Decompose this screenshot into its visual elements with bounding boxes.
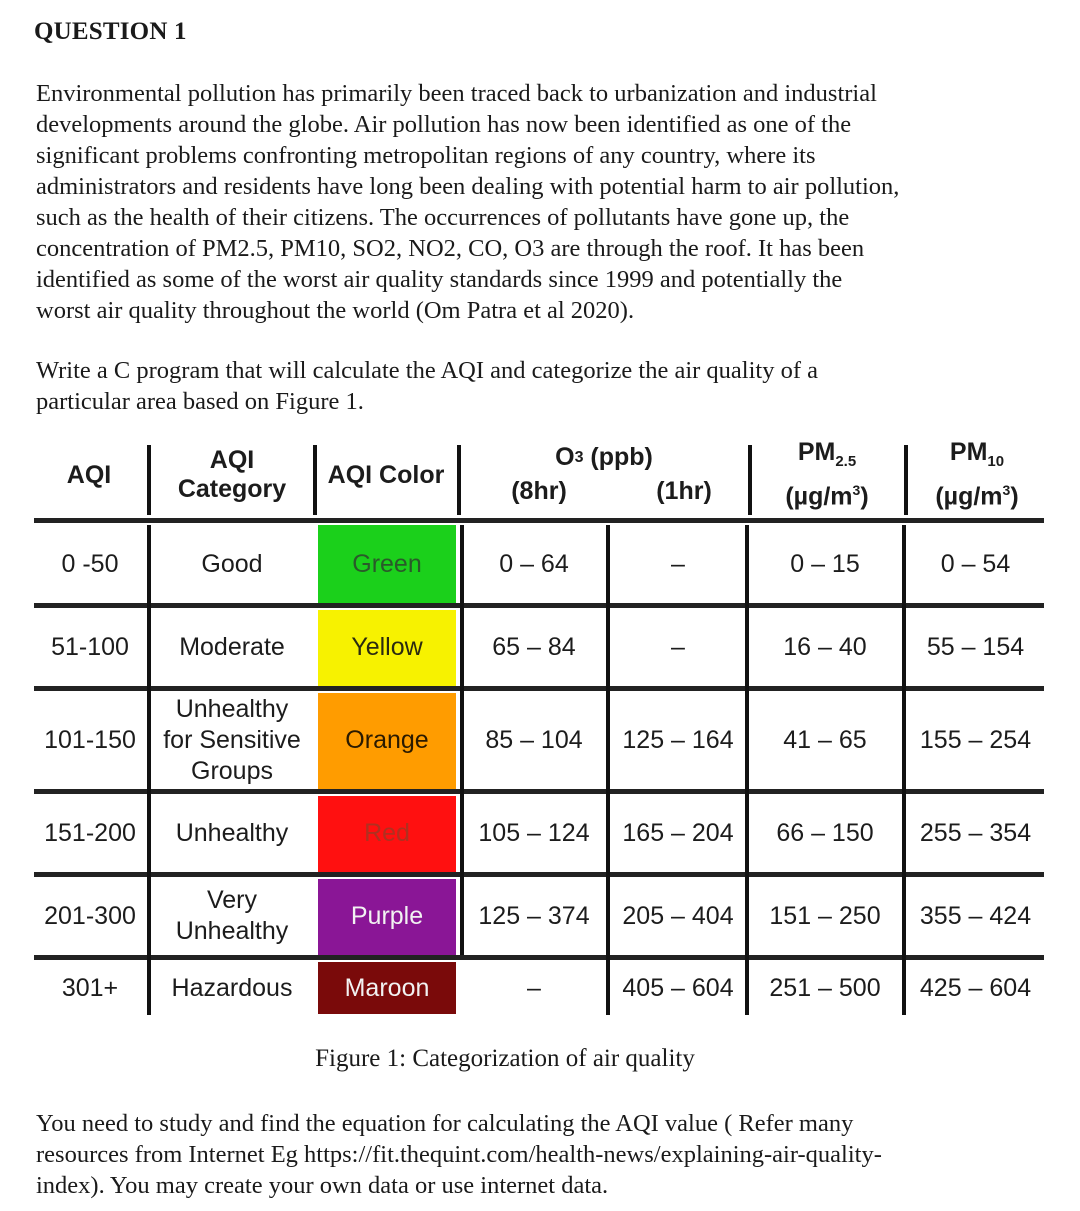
cell-pm10: 255 – 354 bbox=[919, 819, 1032, 847]
table-divider bbox=[606, 525, 610, 1015]
o3-unit: (ppb) bbox=[583, 442, 653, 471]
cell-o3-1hr: – bbox=[671, 550, 685, 578]
cell-pm25: 16 – 40 bbox=[783, 633, 867, 661]
task-line: particular area based on Figure 1. bbox=[36, 388, 364, 415]
outro-paragraph bbox=[36, 1108, 1056, 1201]
pm10-superscript: 3 bbox=[1002, 482, 1011, 499]
header-category-line: AQI bbox=[209, 446, 255, 474]
table-divider bbox=[457, 445, 461, 515]
intro-line: identified as some of the worst air quality standards since 1999 and potentially the bbox=[36, 266, 843, 293]
intro-paragraph bbox=[36, 78, 1036, 326]
intro-line: worst air quality throughout the world (Om Patra et al 2020). bbox=[36, 297, 635, 324]
cell-o3-1hr: – bbox=[671, 633, 685, 661]
intro-line: concentration of PM2.5, PM10, SO2, NO2, CO, O3 are through the roof. It has been bbox=[36, 235, 865, 262]
outro-line: index). You may create your own data or use internet data. bbox=[36, 1172, 609, 1199]
cell-aqi: 51-100 bbox=[51, 633, 129, 661]
cell-o3-8hr: 65 – 84 bbox=[492, 633, 576, 661]
intro-line: developments around the globe. Air pollution has now been identified as one of the bbox=[36, 111, 852, 138]
cell-color-name: Maroon bbox=[344, 973, 430, 1002]
header-pm10 bbox=[910, 440, 1044, 510]
task-line: Write a C program that will calculate the AQI and categorize the air quality of a bbox=[36, 357, 819, 384]
pm25-subscript: 2.5 bbox=[835, 453, 857, 471]
cell-o3-8hr: 0 – 64 bbox=[499, 550, 569, 578]
cell-category: Unhealthy bbox=[175, 819, 289, 847]
pm25-close: ) bbox=[860, 482, 869, 511]
cell-color-name: Orange bbox=[345, 726, 429, 754]
cell-o3-1hr: 125 – 164 bbox=[622, 726, 734, 754]
header-o3 bbox=[464, 440, 744, 474]
cell-aqi: 151-200 bbox=[44, 819, 136, 847]
cell-aqi: 0 -50 bbox=[61, 550, 119, 578]
cell-o3-1hr: 165 – 204 bbox=[622, 819, 734, 847]
cell-pm10: 425 – 604 bbox=[919, 973, 1032, 1002]
category-line: for Sensitive bbox=[163, 725, 301, 754]
cell-pm25: 41 – 65 bbox=[783, 726, 867, 754]
cell-color-name: Purple bbox=[350, 902, 424, 930]
category-line: Very bbox=[206, 886, 258, 914]
intro-line: Environmental pollution has primarily been traced back to urbanization and industrial bbox=[36, 80, 877, 107]
cell-category bbox=[150, 691, 314, 789]
task-paragraph bbox=[36, 355, 1036, 417]
table-divider bbox=[748, 445, 752, 515]
header-o3-8hr: (8hr) bbox=[511, 476, 567, 505]
table-divider bbox=[745, 525, 749, 1015]
cell-category: Good bbox=[201, 550, 263, 578]
outro-line: You need to study and find the equation for calculating the AQI value ( Refer many bbox=[36, 1110, 854, 1137]
table-divider bbox=[147, 445, 151, 515]
cell-color-name: Green bbox=[352, 550, 422, 578]
header-o3-1hr: (1hr) bbox=[656, 476, 712, 505]
table-divider bbox=[902, 525, 906, 1015]
category-line: Unhealthy bbox=[175, 694, 289, 723]
cell-pm10: 155 – 254 bbox=[919, 726, 1032, 754]
cell-category: Moderate bbox=[179, 633, 285, 661]
cell-category: Hazardous bbox=[171, 973, 293, 1002]
header-aqi-category bbox=[152, 440, 312, 510]
aqi-category-table bbox=[34, 440, 1044, 1020]
pm25-unit: (µg/m bbox=[785, 482, 853, 511]
pm25-superscript: 3 bbox=[852, 482, 861, 499]
cell-color-name: Yellow bbox=[351, 633, 423, 661]
cell-o3-8hr: 85 – 104 bbox=[485, 726, 583, 754]
intro-line: significant problems confronting metropolitan regions of any country, where its bbox=[36, 142, 816, 169]
o3-symbol: O bbox=[555, 442, 575, 471]
header-category-line: Category bbox=[177, 475, 287, 503]
header-aqi-color: AQI Color bbox=[327, 460, 445, 489]
table-divider bbox=[313, 445, 317, 515]
pm10-unit: (µg/m bbox=[935, 482, 1003, 511]
intro-line: administrators and residents have long been dealing with potential harm to air pollution, bbox=[36, 173, 900, 200]
table-divider bbox=[904, 445, 908, 515]
pm25-symbol: PM bbox=[797, 438, 836, 467]
cell-pm25: 0 – 15 bbox=[790, 550, 860, 578]
header-pm25 bbox=[752, 440, 902, 510]
cell-color-name: Red bbox=[364, 819, 410, 847]
cell-pm25: 66 – 150 bbox=[776, 819, 874, 847]
intro-line: such as the health of their citizens. The occurrences of pollutants have gone up, the bbox=[36, 204, 850, 231]
cell-aqi: 101-150 bbox=[44, 726, 136, 754]
cell-aqi: 301+ bbox=[61, 973, 119, 1002]
category-line: Unhealthy bbox=[175, 917, 289, 945]
cell-category bbox=[152, 877, 312, 955]
cell-pm25: 251 – 500 bbox=[769, 973, 881, 1002]
pm10-symbol: PM bbox=[949, 438, 988, 467]
pm10-close: ) bbox=[1010, 482, 1019, 511]
cell-o3-1hr: 405 – 604 bbox=[622, 973, 734, 1002]
outro-line: resources from Internet Eg https://fit.thequint.com/health-news/explaining-air-quality- bbox=[36, 1141, 882, 1168]
cell-aqi: 201-300 bbox=[44, 902, 136, 930]
cell-pm25: 151 – 250 bbox=[769, 902, 881, 930]
cell-pm10: 355 – 424 bbox=[919, 902, 1032, 930]
cell-pm10: 0 – 54 bbox=[940, 550, 1011, 578]
o3-subscript: 3 bbox=[574, 448, 584, 466]
figure-caption: Figure 1: Categorization of air quality bbox=[315, 1045, 695, 1072]
cell-pm10: 55 – 154 bbox=[926, 633, 1025, 661]
cell-o3-8hr: 105 – 124 bbox=[478, 819, 590, 847]
cell-o3-8hr: 125 – 374 bbox=[478, 902, 590, 930]
pm10-subscript: 10 bbox=[987, 453, 1005, 471]
table-rule bbox=[34, 518, 1044, 523]
cell-o3-8hr: – bbox=[527, 973, 541, 1002]
cell-o3-1hr: 205 – 404 bbox=[622, 902, 734, 930]
header-aqi: AQI bbox=[66, 460, 112, 489]
category-line: Groups bbox=[191, 756, 273, 785]
question-title: QUESTION 1 bbox=[34, 18, 187, 45]
